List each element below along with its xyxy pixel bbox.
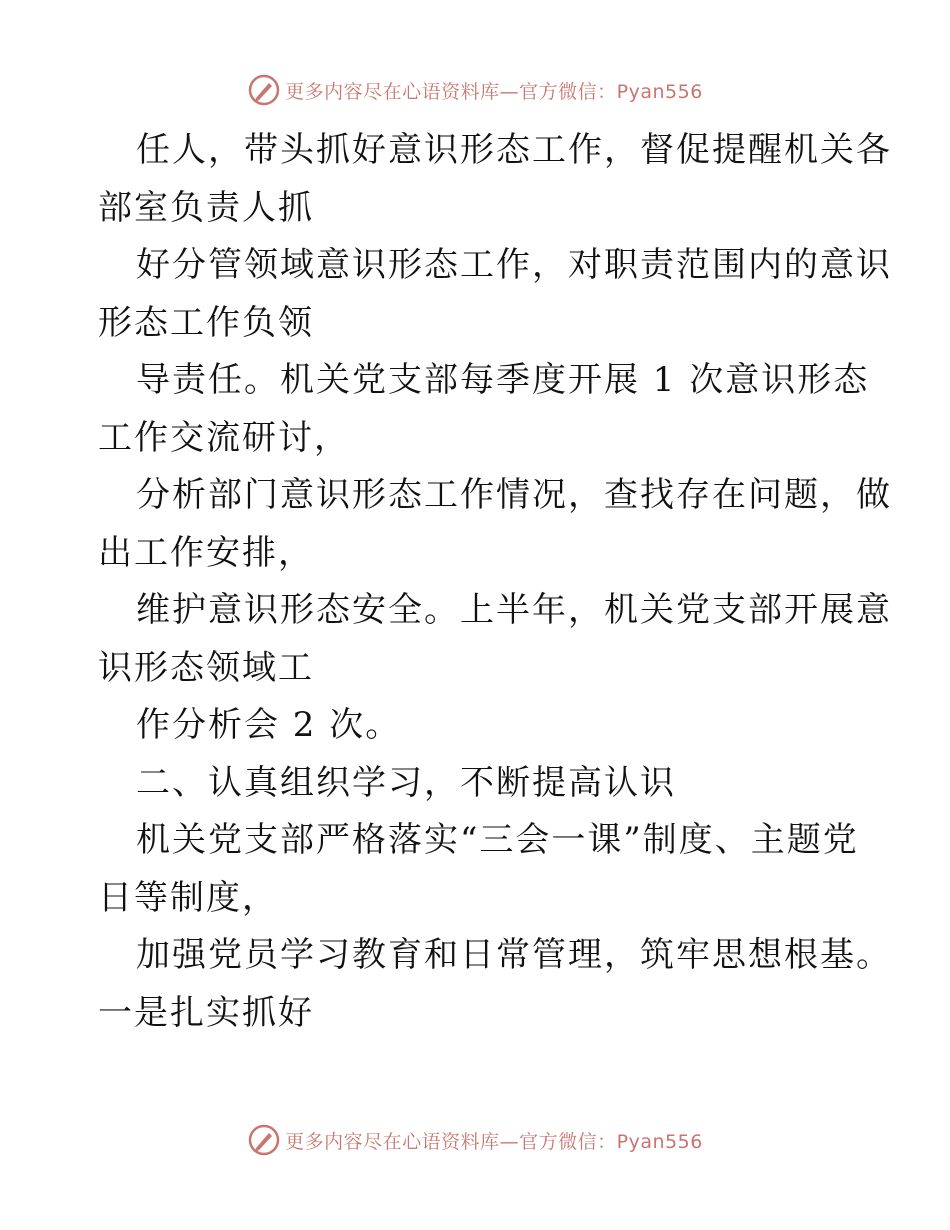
footer-banner-text: 更多内容尽在心语资料库—官方微信：Pyan556 <box>285 1130 703 1153</box>
pen-logo-icon <box>247 1123 281 1157</box>
header-banner-text: 更多内容尽在心语资料库—官方微信：Pyan556 <box>285 80 703 103</box>
paragraph-line: 任人，带头抓好意识形态工作，督促提醒机关各 <box>136 130 892 170</box>
paragraph-line: 部室负责人抓 <box>98 187 314 228</box>
footer-banner <box>0 1120 950 1160</box>
paragraph-line: 加强党员学习教育和日常管理，筑牢思想根基。 <box>136 935 892 975</box>
header-banner <box>0 70 950 110</box>
paragraph-line: 工作交流研讨， <box>98 417 350 458</box>
section-heading: 二、认真组织学习，不断提高认识 <box>136 762 676 803</box>
paragraph-line: 作分析会 2 次。 <box>136 705 402 745</box>
paragraph-line: 识形态领域工 <box>98 647 314 688</box>
paragraph-line: 形态工作负领 <box>98 302 314 343</box>
paragraph-line: 维护意识形态安全。上半年，机关党支部开展意 <box>136 590 892 630</box>
paragraph-line: 好分管领域意识形态工作，对职责范围内的意识 <box>136 245 892 285</box>
document-body <box>98 122 892 1042</box>
paragraph-line: 导责任。机关党支部每季度开展 1 次意识形态 <box>136 360 870 400</box>
pen-logo-icon <box>247 73 281 107</box>
paragraph-line: 机关党支部严格落实“三会一课”制度、主题党 <box>136 820 859 860</box>
paragraph-line: 分析部门意识形态工作情况，查找存在问题，做 <box>136 475 892 515</box>
paragraph-line: 一是扎实抓好 <box>98 992 314 1033</box>
paragraph-line: 日等制度， <box>98 877 278 918</box>
paragraph-line: 出工作安排， <box>98 532 314 573</box>
